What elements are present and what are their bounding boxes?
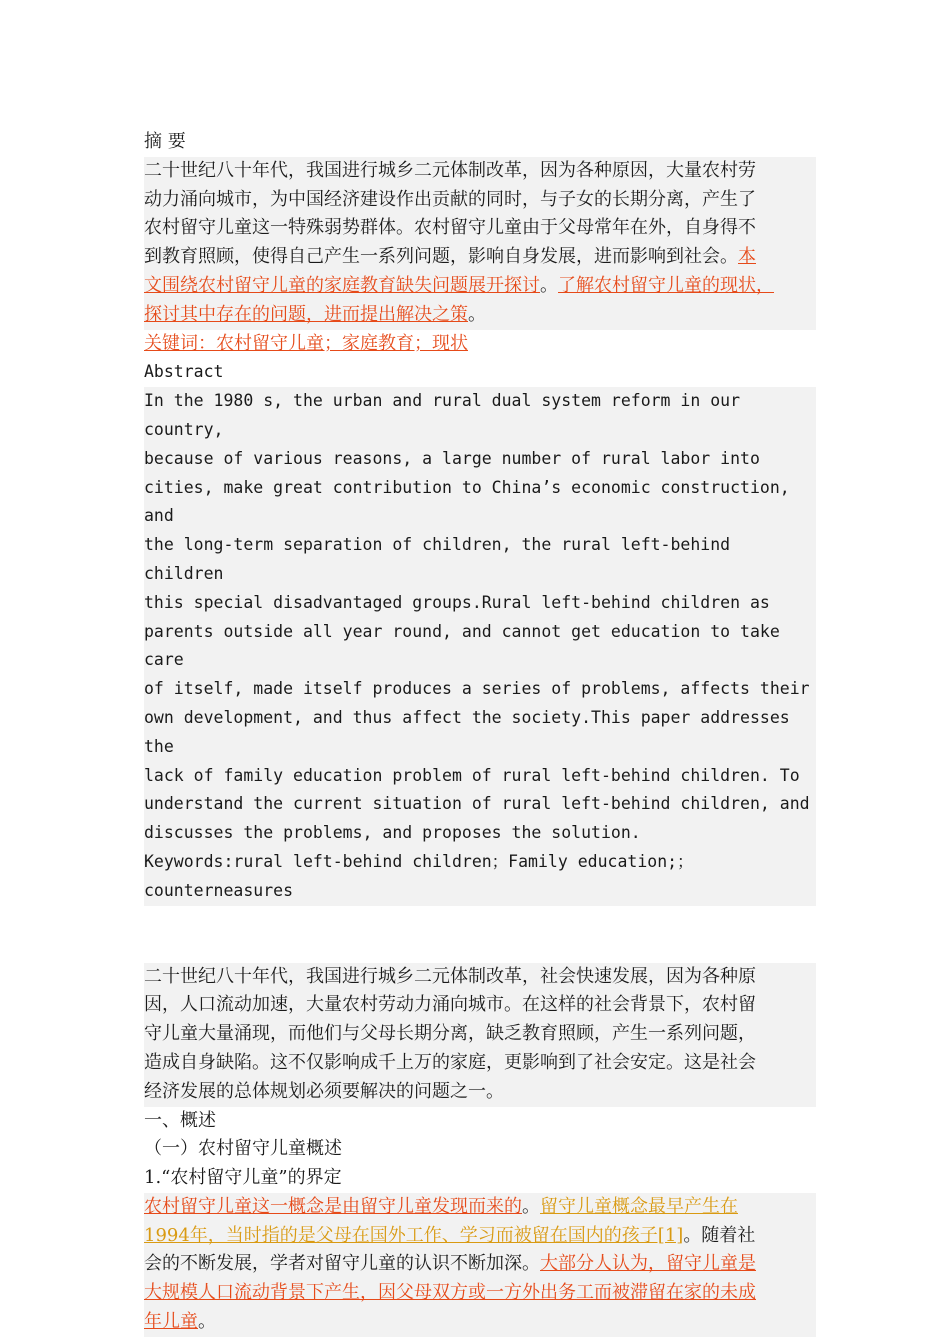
- abstract-en-line: the long-term separation of children, the rural left-behind children: [144, 531, 816, 589]
- highlight-red: 年儿童: [144, 1311, 198, 1333]
- abstract-en-line: parents outside all year round, and cannot get education to take care: [144, 618, 816, 676]
- abstract-en-heading: Abstract: [144, 362, 224, 382]
- abstract-cn-line: 二十世纪八十年代，我国进行城乡二元体制改革，因为各种原因，大量农村劳: [144, 157, 816, 186]
- definition-line: [144, 1279, 816, 1308]
- abstract-cn-line: 到教育照顾，使得自己产生一系列问题，影响自身发展，进而影响到社会。本: [144, 243, 816, 272]
- abstract-en-line: In the 1980 s, the urban and rural dual system reform in our country,: [144, 387, 816, 445]
- highlight-orange: 留守儿童概念最早产生在: [540, 1195, 738, 1217]
- highlight-orange: 1994年，当时指的是父母在国外工作、学习而被留在国内的孩子[1]: [144, 1224, 684, 1246]
- definition-line: 1994年，当时指的是父母在国外工作、学习而被留在国内的孩子[1]。随着社: [144, 1222, 816, 1251]
- abstract-en-line: discusses the problems, and proposes the solution.: [144, 819, 816, 848]
- keywords-en-cont: counterneasures: [144, 877, 816, 906]
- item-title: 1.“农村留守儿童”的界定: [144, 1167, 342, 1189]
- highlight-red: 大部分人认为，留守儿童是: [540, 1253, 756, 1275]
- keywords-en: Keywords:rural left-behind children；Family education;；: [144, 848, 816, 877]
- abstract-heading: 摘 要: [144, 131, 186, 152]
- subsection-heading: （一）农村留守儿童概述: [144, 1138, 342, 1160]
- abstract-cn-line: 动力涌向城市，为中国经济建设作出贡献的同时，与子女的长期分离，产生了: [144, 186, 816, 215]
- abstract-en-line: cities, make great contribution to China’s economic construction, and: [144, 474, 816, 532]
- highlight-red: 大规模人口流动背景下产生，因父母双方或一方外出务工而被滞留在家的未成: [144, 1282, 756, 1304]
- abstract-cn-line: 探讨其中存在的问题，进而提出解决之策。: [144, 301, 816, 330]
- highlight-red: 农村留守儿童这一概念是由留守儿童发现而来的: [144, 1195, 522, 1217]
- abstract-en-line: of itself, made itself produces a series of problems, affects their: [144, 675, 816, 704]
- document-body: [144, 128, 816, 1337]
- abstract-en-line: understand the current situation of rural left-behind children, and: [144, 790, 816, 819]
- keywords-cn: 关键词：农村留守儿童；家庭教育；现状: [144, 332, 468, 354]
- intro-line: 二十世纪八十年代，我国进行城乡二元体制改革，社会快速发展，因为各种原: [144, 963, 816, 992]
- definition-line: 年儿童。: [144, 1308, 816, 1337]
- abstract-en-line: lack of family education problem of rural left-behind children. To: [144, 762, 816, 791]
- intro-line: 造成自身缺陷。这不仅影响成千上万的家庭，更影响到了社会安定。这是社会: [144, 1049, 816, 1078]
- intro-line: 因，人口流动加速，大量农村劳动力涌向城市。在这样的社会背景下，农村留: [144, 991, 816, 1020]
- abstract-cn-line: 农村留守儿童这一特殊弱势群体。农村留守儿童由于父母常年在外，自身得不: [144, 214, 816, 243]
- definition-line: 农村留守儿童这一概念是由留守儿童发现而来的。留守儿童概念最早产生在: [144, 1193, 816, 1222]
- abstract-en-line: because of various reasons, a large number of rural labor into: [144, 445, 816, 474]
- section-spacer: [144, 906, 816, 963]
- highlight-red: 探讨其中存在的问题，进而提出解决之策: [144, 303, 468, 325]
- abstract-cn-line: 文围绕农村留守儿童的家庭教育缺失问题展开探讨。了解农村留守儿童的现状，: [144, 272, 816, 301]
- intro-line: 经济发展的总体规划必须要解决的问题之一。: [144, 1078, 816, 1107]
- highlight-red: 文围绕农村留守儿童的家庭教育缺失问题展开探讨: [144, 274, 540, 296]
- abstract-en-line: this special disadvantaged groups.Rural left-behind children as: [144, 589, 816, 618]
- abstract-en-line: own development, and thus affect the society.This paper addresses the: [144, 704, 816, 762]
- intro-line: 守儿童大量涌现，而他们与父母长期分离，缺乏教育照顾，产生一系列问题，: [144, 1020, 816, 1049]
- section-heading: 一、概述: [144, 1109, 216, 1131]
- definition-line: 会的不断发展，学者对留守儿童的认识不断加深。大部分人认为，留守儿童是: [144, 1250, 816, 1279]
- highlight-red: 本: [738, 246, 756, 268]
- highlight-red: 了解农村留守儿童的现状，: [558, 274, 774, 296]
